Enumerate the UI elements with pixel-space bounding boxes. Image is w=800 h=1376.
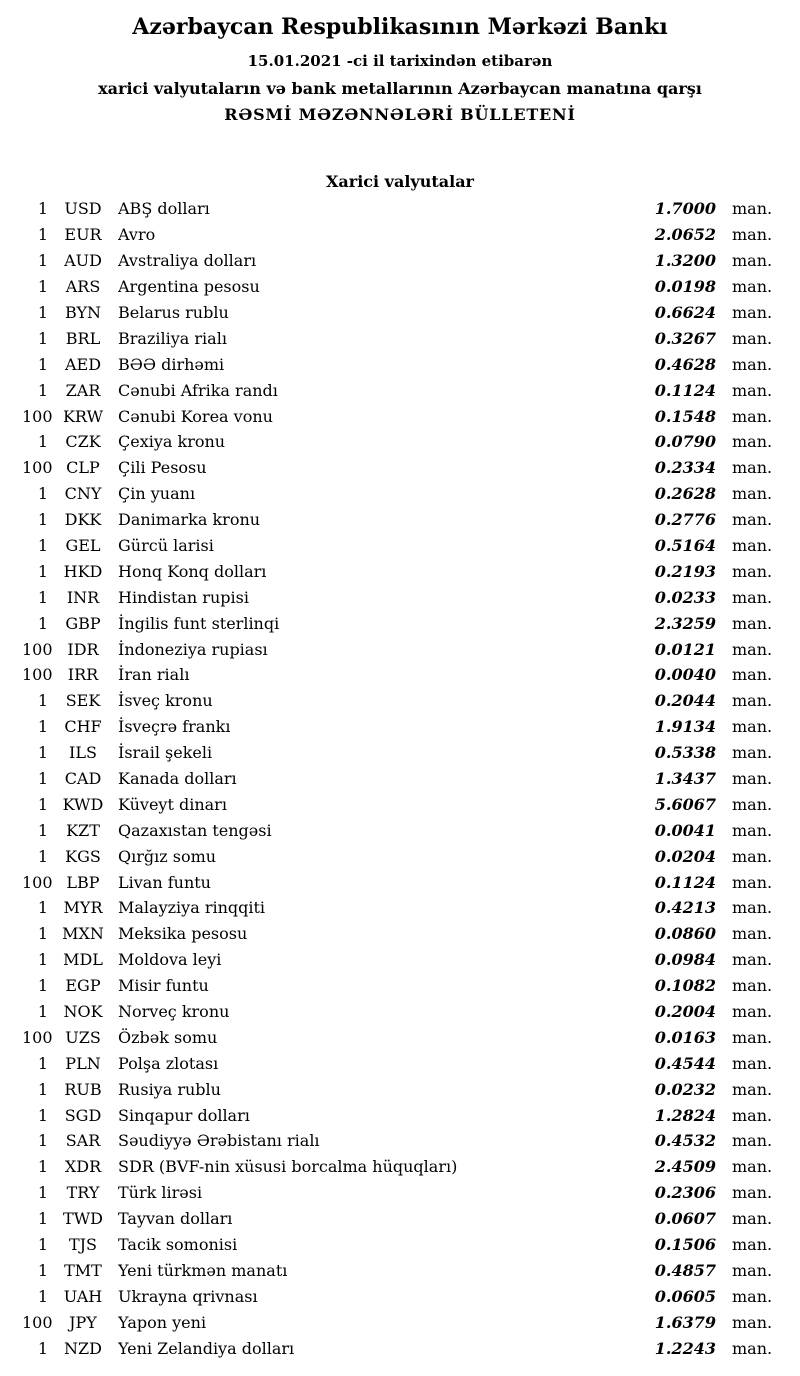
currency-code: GBP — [65, 613, 101, 633]
currency-code: BRL — [65, 328, 101, 348]
nominal-value: 1 — [37, 1338, 48, 1358]
currency-name: Kanada dolları — [118, 768, 237, 788]
rate-value: 0.3267 — [654, 328, 716, 348]
currency-name: Sinqapur dolları — [118, 1105, 250, 1125]
unit-label: man. — [732, 743, 773, 763]
currency-code: LBP — [66, 872, 100, 892]
unit-label: man. — [732, 277, 773, 297]
table-row — [22, 717, 776, 743]
table-row — [22, 484, 776, 510]
unit-label: man. — [732, 1157, 773, 1177]
rate-value: 2.3259 — [654, 613, 716, 633]
currency-name: BƏƏ dirhəmi — [118, 354, 225, 374]
rate-value: 0.4544 — [654, 1053, 716, 1073]
table-row — [22, 432, 776, 458]
table-row — [22, 1313, 776, 1339]
table-row — [22, 614, 776, 640]
nominal-value: 1 — [37, 380, 48, 400]
currency-name: Honq Konq dolları — [118, 561, 267, 581]
nominal-value: 1 — [37, 1002, 48, 1021]
rate-value: 0.4213 — [654, 898, 716, 918]
nominal-value: 1 — [37, 561, 48, 581]
currency-code: SEK — [65, 691, 101, 711]
currency-name: SDR (BVF-nin xüsusi borcalma hüquqları) — [118, 1157, 458, 1177]
rate-value: 0.0607 — [654, 1209, 716, 1229]
unit-label: man. — [732, 484, 773, 504]
unit-label: man. — [732, 251, 773, 271]
unit-label: man. — [732, 665, 773, 685]
table-row — [22, 976, 776, 1002]
unit-label: man. — [732, 1235, 773, 1255]
rate-value: 0.2193 — [654, 561, 716, 581]
rate-value: 0.1506 — [654, 1235, 716, 1255]
table-row — [22, 562, 776, 588]
currency-code: TWD — [63, 1209, 103, 1229]
nominal-value: 1 — [37, 199, 48, 219]
nominal-value: 1 — [37, 1131, 48, 1151]
rate-value: 0.0040 — [654, 665, 716, 685]
currency-name: Səudiyyə Ərəbistanı rialı — [118, 1131, 320, 1151]
rate-value: 0.1124 — [654, 872, 716, 892]
nominal-value: 100 — [22, 872, 53, 892]
rate-value: 1.9134 — [654, 717, 716, 737]
currency-name: Polşa zlotası — [118, 1053, 219, 1073]
currency-code: KRW — [62, 406, 104, 426]
currency-code: NOK — [63, 1002, 103, 1021]
unit-label: man. — [732, 458, 773, 478]
currency-name: İsveç kronu — [118, 691, 213, 711]
rate-value: 0.0232 — [654, 1079, 716, 1099]
currency-code: IDR — [67, 639, 99, 659]
nominal-value: 1 — [37, 302, 48, 322]
nominal-value: 100 — [22, 665, 53, 685]
table-row — [22, 381, 776, 407]
rate-value: 0.0790 — [654, 432, 716, 452]
unit-label: man. — [732, 225, 773, 245]
unit-label: man. — [732, 535, 773, 555]
rate-value: 0.0605 — [654, 1286, 716, 1306]
currency-code: AUD — [64, 251, 102, 271]
unit-label: man. — [732, 199, 773, 219]
rate-value: 0.2004 — [654, 1002, 716, 1021]
currency-name: Yeni türkmən manatı — [118, 1260, 288, 1280]
nominal-value: 1 — [37, 768, 48, 788]
currency-code: RUB — [64, 1079, 102, 1099]
currency-code: CAD — [64, 768, 102, 788]
nominal-value: 1 — [37, 510, 48, 530]
rate-value: 0.2306 — [654, 1183, 716, 1203]
unit-label: man. — [732, 354, 773, 374]
currency-code: KWD — [62, 794, 104, 814]
table-row — [22, 691, 776, 717]
nominal-value: 1 — [37, 924, 48, 944]
effective-date-line: 15.01.2021 -ci il tarixindən etibarən — [247, 52, 553, 71]
currency-name: Tayvan dolları — [118, 1209, 233, 1229]
unit-label: man. — [732, 302, 773, 322]
currency-code: TRY — [66, 1183, 100, 1203]
currency-name: Qırğız somu — [118, 846, 217, 866]
currency-code: IRR — [67, 665, 99, 685]
currency-code: CNY — [64, 484, 102, 504]
currency-name: Livan funtu — [118, 872, 211, 892]
table-row — [22, 898, 776, 924]
currency-name: Özbək somu — [118, 1027, 218, 1047]
nominal-value: 1 — [37, 717, 48, 737]
table-row — [22, 1209, 776, 1235]
table-row — [22, 950, 776, 976]
subject-line: xarici valyutaların və bank metallarının Azərbaycan manatına qarşı — [98, 79, 702, 99]
rate-value: 0.0041 — [654, 820, 716, 840]
currency-code: GEL — [65, 535, 101, 555]
currency-name: İran rialı — [118, 665, 190, 685]
rate-value: 0.4857 — [654, 1260, 716, 1280]
table-row — [22, 303, 776, 329]
rate-value: 1.6379 — [654, 1312, 716, 1332]
table-row — [22, 355, 776, 381]
nominal-value: 100 — [22, 406, 53, 426]
currency-code: PLN — [65, 1053, 101, 1073]
currency-code: XDR — [64, 1157, 102, 1177]
rate-value: 1.2824 — [654, 1105, 716, 1125]
rate-value: 0.4532 — [654, 1131, 716, 1151]
table-row — [22, 329, 776, 355]
currency-code: EGP — [65, 976, 101, 996]
currency-code: AED — [64, 354, 102, 374]
currency-code: USD — [64, 199, 102, 219]
table-row — [22, 199, 776, 225]
table-row — [22, 1106, 776, 1132]
currency-code: UAH — [63, 1286, 103, 1306]
table-row — [22, 640, 776, 666]
currency-name: İngilis funt sterlinqi — [118, 613, 280, 633]
unit-label: man. — [732, 1183, 773, 1203]
currency-name: Çili Pesosu — [118, 458, 207, 478]
unit-label: man. — [732, 1131, 773, 1151]
currency-name: Belarus rublu — [118, 302, 229, 322]
currency-code: CHF — [64, 717, 102, 737]
nominal-value: 100 — [22, 1312, 53, 1332]
unit-label: man. — [732, 924, 773, 944]
currency-name: Yapon yeni — [118, 1312, 207, 1332]
rate-value: 0.1124 — [654, 380, 716, 400]
unit-label: man. — [732, 1338, 773, 1358]
currency-code: ARS — [65, 277, 101, 297]
currency-name: Avstraliya dolları — [118, 251, 257, 271]
currency-name: Misir funtu — [118, 976, 209, 996]
currency-code: INR — [66, 587, 100, 607]
unit-label: man. — [732, 639, 773, 659]
table-row — [22, 873, 776, 899]
rate-value: 0.1082 — [654, 976, 716, 996]
nominal-value: 1 — [37, 1105, 48, 1125]
table-row — [22, 536, 776, 562]
currency-code: KZT — [66, 820, 100, 840]
nominal-value: 1 — [37, 1209, 48, 1229]
currency-name: Danimarka kronu — [118, 510, 261, 530]
rate-value: 0.1548 — [654, 406, 716, 426]
nominal-value: 1 — [37, 613, 48, 633]
table-row — [22, 769, 776, 795]
bank-title: Azərbaycan Respublikasının Mərkəzi Bankı — [132, 14, 668, 40]
rates-table-body — [0, 199, 800, 1364]
unit-label: man. — [732, 613, 773, 633]
table-row — [22, 1287, 776, 1313]
currency-code: HKD — [63, 561, 103, 581]
rate-value: 0.5338 — [654, 743, 716, 763]
nominal-value: 1 — [37, 251, 48, 271]
rate-value: 0.2776 — [654, 510, 716, 530]
nominal-value: 1 — [37, 691, 48, 711]
nominal-value: 1 — [37, 432, 48, 452]
nominal-value: 1 — [37, 1157, 48, 1177]
rate-value: 1.2243 — [654, 1338, 716, 1358]
unit-label: man. — [732, 846, 773, 866]
table-row — [22, 1183, 776, 1209]
currency-name: ABŞ dolları — [118, 199, 210, 219]
currency-code: TJS — [68, 1235, 98, 1255]
rate-value: 1.3200 — [654, 251, 716, 271]
rate-value: 5.6067 — [654, 794, 716, 814]
nominal-value: 1 — [37, 277, 48, 297]
rate-value: 0.2044 — [654, 691, 716, 711]
rate-value: 2.4509 — [654, 1157, 716, 1177]
nominal-value: 1 — [37, 1260, 48, 1280]
table-row — [22, 1054, 776, 1080]
currency-code: BYN — [64, 302, 102, 322]
table-row — [22, 1080, 776, 1106]
currency-code: MXN — [62, 924, 104, 944]
currency-name: Rusiya rublu — [118, 1079, 221, 1099]
unit-label: man. — [732, 1105, 773, 1125]
table-row — [22, 225, 776, 251]
currency-code: CLP — [66, 458, 100, 478]
nominal-value: 100 — [22, 639, 53, 659]
currency-name: Malayziya rinqqiti — [118, 898, 266, 918]
unit-label: man. — [732, 717, 773, 737]
rate-value: 0.0198 — [654, 277, 716, 297]
currency-code: UZS — [65, 1027, 101, 1047]
currency-name: Avro — [118, 225, 156, 245]
unit-label: man. — [732, 691, 773, 711]
unit-label: man. — [732, 820, 773, 840]
table-row — [22, 795, 776, 821]
table-row — [22, 847, 776, 873]
nominal-value: 1 — [37, 950, 48, 970]
currency-name: Norveç kronu — [118, 1002, 230, 1021]
rate-value: 0.6624 — [654, 302, 716, 322]
unit-label: man. — [732, 587, 773, 607]
unit-label: man. — [732, 976, 773, 996]
unit-label: man. — [732, 328, 773, 348]
currency-name: Meksika pesosu — [118, 924, 248, 944]
currency-name: Çin yuanı — [118, 484, 196, 504]
currency-name: Cənubi Afrika randı — [118, 380, 278, 400]
nominal-value: 100 — [22, 458, 53, 478]
currency-name: İndoneziya rupiası — [118, 639, 268, 659]
currency-code: DKK — [64, 510, 102, 530]
unit-label: man. — [732, 1260, 773, 1280]
table-row — [22, 407, 776, 433]
currency-code: MYR — [63, 898, 103, 918]
rate-value: 2.0652 — [654, 225, 716, 245]
table-row — [22, 1235, 776, 1261]
rate-value: 0.2628 — [654, 484, 716, 504]
table-row — [22, 251, 776, 277]
nominal-value: 1 — [37, 587, 48, 607]
table-row — [22, 588, 776, 614]
currency-code: EUR — [64, 225, 102, 245]
unit-label: man. — [732, 1053, 773, 1073]
rate-value: 0.5164 — [654, 535, 716, 555]
rate-value: 0.2334 — [654, 458, 716, 478]
currency-name: Qazaxıstan tengəsi — [118, 820, 272, 840]
table-row — [22, 1002, 776, 1028]
rate-value: 0.0233 — [654, 587, 716, 607]
unit-label: man. — [732, 1002, 773, 1021]
unit-label: man. — [732, 1027, 773, 1047]
currency-name: Hindistan rupisi — [118, 587, 249, 607]
currency-name: Braziliya rialı — [118, 328, 227, 348]
currency-name: Gürcü larisi — [118, 535, 214, 555]
rate-value: 0.0984 — [654, 950, 716, 970]
unit-label: man. — [732, 380, 773, 400]
rate-value: 0.0204 — [654, 846, 716, 866]
table-row — [22, 924, 776, 950]
currency-name: Moldova leyi — [118, 950, 222, 970]
currency-name: Argentina pesosu — [118, 277, 260, 297]
currency-name: Yeni Zelandiya dolları — [118, 1338, 295, 1358]
unit-label: man. — [732, 950, 773, 970]
unit-label: man. — [732, 1079, 773, 1099]
currency-code: TMT — [64, 1260, 102, 1280]
currency-code: KGS — [65, 846, 101, 866]
nominal-value: 1 — [37, 898, 48, 918]
bulletin-title: RƏSMİ MƏZƏNNƏLƏRİ BÜLLETENİ — [224, 105, 576, 125]
nominal-value: 1 — [37, 1079, 48, 1099]
rate-value: 1.7000 — [654, 199, 716, 219]
currency-name: Türk lirəsi — [118, 1183, 203, 1203]
nominal-value: 1 — [37, 1286, 48, 1306]
table-row — [22, 1339, 776, 1365]
nominal-value: 1 — [37, 225, 48, 245]
nominal-value: 100 — [22, 1027, 53, 1047]
currency-name: İsveçrə frankı — [118, 717, 231, 737]
document-header — [0, 14, 800, 124]
rate-value: 0.4628 — [654, 354, 716, 374]
unit-label: man. — [732, 1312, 773, 1332]
unit-label: man. — [732, 872, 773, 892]
table-row — [22, 821, 776, 847]
table-row — [22, 665, 776, 691]
nominal-value: 1 — [37, 743, 48, 763]
nominal-value: 1 — [37, 820, 48, 840]
unit-label: man. — [732, 794, 773, 814]
unit-label: man. — [732, 1209, 773, 1229]
table-row — [22, 510, 776, 536]
nominal-value: 1 — [37, 794, 48, 814]
unit-label: man. — [732, 432, 773, 452]
currency-name: Cənubi Korea vonu — [118, 406, 273, 426]
currency-name: Tacik somonisi — [118, 1235, 238, 1255]
currency-code: MDL — [63, 950, 103, 970]
table-row — [22, 1261, 776, 1287]
table-row — [22, 1131, 776, 1157]
nominal-value: 1 — [37, 846, 48, 866]
currency-code: JPY — [69, 1312, 97, 1332]
currency-code: CZK — [65, 432, 101, 452]
unit-label: man. — [732, 768, 773, 788]
nominal-value: 1 — [37, 328, 48, 348]
table-row — [22, 458, 776, 484]
rate-value: 0.0121 — [654, 639, 716, 659]
section-title-foreign-currencies: Xarici valyutalar — [326, 172, 474, 192]
nominal-value: 1 — [37, 1235, 48, 1255]
currency-code: ILS — [69, 743, 97, 763]
rate-value: 1.3437 — [654, 768, 716, 788]
table-row — [22, 1157, 776, 1183]
table-row — [22, 743, 776, 769]
rate-value: 0.0860 — [654, 924, 716, 944]
table-row — [22, 277, 776, 303]
table-row — [22, 1028, 776, 1054]
currency-name: İsrail şekeli — [118, 743, 213, 763]
unit-label: man. — [732, 1286, 773, 1306]
currency-name: Çexiya kronu — [118, 432, 226, 452]
nominal-value: 1 — [37, 1053, 48, 1073]
rate-value: 0.0163 — [654, 1027, 716, 1047]
unit-label: man. — [732, 510, 773, 530]
currency-name: Ukrayna qrivnası — [118, 1286, 258, 1306]
currency-code: SAR — [65, 1131, 101, 1151]
unit-label: man. — [732, 898, 773, 918]
currency-code: SGD — [64, 1105, 102, 1125]
unit-label: man. — [732, 561, 773, 581]
currency-name: Küveyt dinarı — [118, 794, 227, 814]
unit-label: man. — [732, 406, 773, 426]
nominal-value: 1 — [37, 354, 48, 374]
nominal-value: 1 — [37, 1183, 48, 1203]
currency-code: NZD — [64, 1338, 102, 1358]
nominal-value: 1 — [37, 484, 48, 504]
nominal-value: 1 — [37, 976, 48, 996]
nominal-value: 1 — [37, 535, 48, 555]
currency-code: ZAR — [65, 380, 101, 400]
